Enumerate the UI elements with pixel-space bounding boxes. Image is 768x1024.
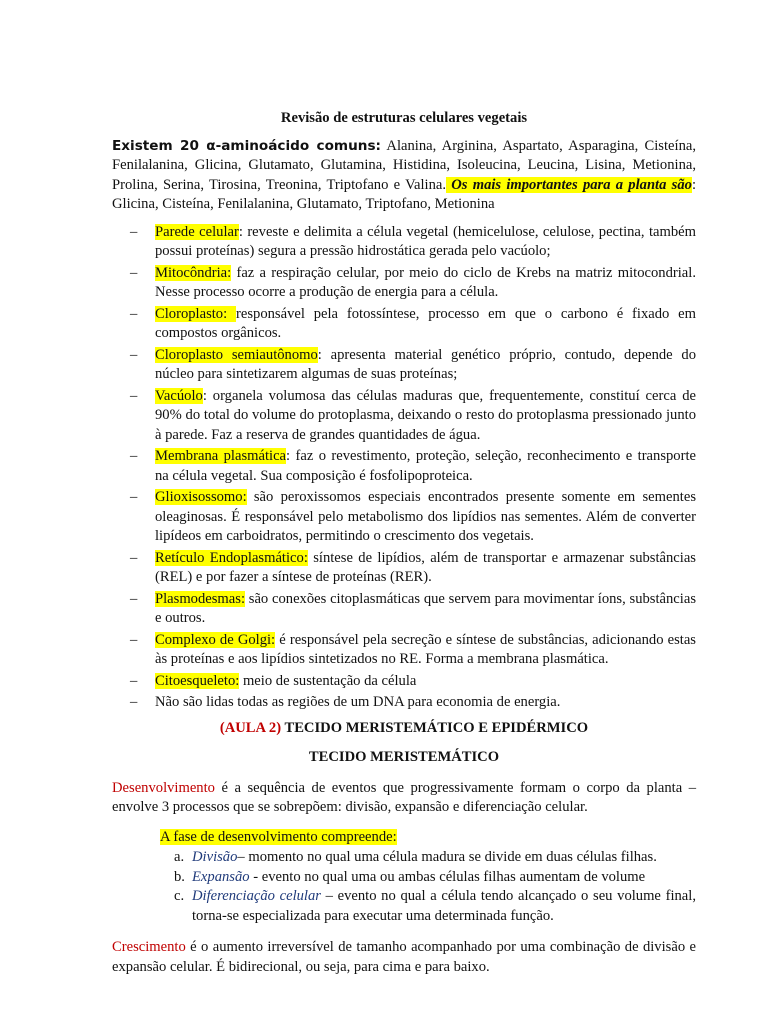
list-item bbox=[112, 848, 696, 868]
item-term: Citoesqueleto: bbox=[155, 672, 240, 689]
phase-term: Divisão bbox=[192, 849, 238, 865]
list-item bbox=[112, 631, 696, 670]
growth-paragraph bbox=[112, 938, 696, 977]
amino-acids-paragraph bbox=[112, 137, 696, 215]
dash-bullet: – bbox=[130, 489, 138, 505]
phase-term: Expansão bbox=[192, 868, 250, 885]
list-item bbox=[112, 693, 696, 713]
list-item bbox=[112, 549, 696, 588]
growth-text: é o aumento irreversível de tamanho acompanhado por uma combinação de divisão e expansão celular. É bidirecional, ou seja, para cima e para baixo. bbox=[112, 939, 696, 975]
item-text: é responsável pela secreção e síntese de substâncias, adicionando estas às proteínas e aos lipídios sintetizados no RE. Forma a membrana plasmática. bbox=[155, 631, 696, 667]
phase-text: – evento no qual a célula tendo alcançado o seu volume final, torna-se especializada para executar uma determinada função. bbox=[192, 888, 696, 924]
list-marker: c. bbox=[174, 888, 185, 904]
item-term: Complexo de Golgi: bbox=[155, 631, 276, 648]
dash-bullet: – bbox=[130, 631, 138, 648]
important-amino-acids-list: : Glicina, Cisteína, Fenilalanina, Glutamato, Triptofano, Metionina bbox=[112, 176, 696, 212]
dash-bullet: – bbox=[130, 549, 138, 566]
dash-bullet: – bbox=[130, 694, 138, 710]
item-term: Mitocôndria: bbox=[155, 264, 232, 281]
document-title: Revisão de estruturas celulares vegetais bbox=[280, 110, 528, 126]
list-item bbox=[112, 590, 696, 629]
phase-text: - evento no qual uma ou ambas células filhas aumentam de volume bbox=[249, 868, 646, 885]
section-heading: TECIDO MERISTEMÁTICO bbox=[308, 749, 500, 765]
item-text: : faz o revestimento, proteção, seleção, reconhecimento e transporte na célula vegetal. Sua composição é fosfolipoproteica. bbox=[155, 448, 696, 484]
item-text: : reveste e delimita a célula vegetal (hemicelulose, celulose, pectina, também possui proteínas) segura a pressão hidrostática gerada pelo vacúolo; bbox=[155, 223, 696, 259]
list-item bbox=[112, 223, 696, 262]
lesson-title: TECIDO MERISTEMÁTICO E EPIDÉRMICO bbox=[281, 719, 589, 736]
item-text: : organela volumosa das células maduras que, frequentemente, constituí cerca de 90% do total do volume do protoplasma, deixando o resto do protoplasma pressionado junto à parede. Faz a reserva de grandes quantidades de água. bbox=[155, 387, 696, 443]
item-term: Parede celular bbox=[155, 223, 239, 240]
dash-bullet: – bbox=[130, 223, 138, 240]
dash-bullet: – bbox=[130, 387, 138, 404]
list-item bbox=[112, 488, 696, 547]
phases-list bbox=[112, 848, 696, 926]
amino-acids-list: Alanina, Arginina, Aspartato, Asparagina, Cisteína, Fenilalanina, Glicina, Glutamato, Glutamina, Histidina, Isoleucina, Leucina, Lisina, Metionina, Prolina, Serina, Tirosina, Treonina, Triptofano e Valina. bbox=[112, 137, 697, 193]
dash-bullet: – bbox=[130, 305, 138, 322]
item-term: Vacúolo bbox=[155, 387, 203, 404]
list-item bbox=[112, 346, 696, 385]
list-item bbox=[112, 868, 696, 888]
item-text: síntese de lipídios, além de transportar e armazenar substâncias (REL) e por fazer a síntese de proteínas (RER). bbox=[155, 549, 696, 585]
dash-bullet: – bbox=[130, 448, 138, 464]
item-text: : apresenta material genético próprio, contudo, depende do núcleo para sintetizarem algumas de suas proteínas; bbox=[155, 346, 696, 382]
dash-bullet: – bbox=[130, 590, 138, 607]
item-term: Plasmodesmas: bbox=[155, 590, 245, 607]
item-term: Cloroplasto: bbox=[155, 305, 236, 322]
dash-bullet: – bbox=[130, 672, 138, 689]
item-term: Membrana plasmática bbox=[155, 448, 287, 464]
list-item bbox=[112, 305, 696, 344]
phases-label bbox=[160, 828, 696, 848]
list-item bbox=[112, 887, 696, 926]
list-item bbox=[112, 387, 696, 446]
list-marker: b. bbox=[174, 868, 185, 885]
item-text: meio de sustentação da célula bbox=[239, 672, 417, 689]
item-text: Não são lidas todas as regiões de um DNA para economia de energia. bbox=[155, 694, 561, 710]
cell-structures-list bbox=[112, 223, 696, 713]
dash-bullet: – bbox=[130, 346, 138, 363]
growth-term: Crescimento bbox=[112, 939, 186, 955]
item-text: faz a respiração celular, por meio do ciclo de Krebs na matriz mitocondrial. Nesse processo ocorre a produção de energia para a célula. bbox=[155, 264, 696, 300]
list-item bbox=[112, 447, 696, 486]
list-marker: a. bbox=[174, 849, 185, 865]
development-term: Desenvolvimento bbox=[112, 779, 215, 796]
item-text: responsável pela fotossíntese, processo em que o carbono é fixado em compostos orgânicos. bbox=[155, 305, 696, 341]
list-item bbox=[112, 672, 696, 692]
item-term: Retículo Endoplasmático: bbox=[155, 549, 308, 566]
list-item bbox=[112, 264, 696, 303]
item-term: Cloroplasto semiautônomo bbox=[155, 346, 318, 363]
development-paragraph bbox=[112, 779, 696, 818]
important-amino-acids-label: Os mais importantes para a planta são bbox=[446, 176, 692, 193]
lesson-heading bbox=[112, 719, 696, 739]
phase-text: – momento no qual uma célula madura se divide em duas células filhas. bbox=[237, 849, 657, 865]
development-text: é a sequência de eventos que progressivamente formam o corpo da planta – envolve 3 processos que se sobrepõem: divisão, expansão e diferenciação celular. bbox=[112, 779, 696, 815]
item-text: são conexões citoplasmáticas que servem para movimentar íons, substâncias e outros. bbox=[155, 590, 696, 626]
amino-acids-lead: Existem 20 α-aminoácido comuns: bbox=[112, 137, 381, 154]
dash-bullet: – bbox=[130, 264, 138, 281]
phases-label-text: A fase de desenvolvimento compreende: bbox=[160, 828, 397, 845]
item-term: Glioxisossomo: bbox=[155, 489, 247, 505]
phase-term: Diferenciação celular bbox=[192, 888, 321, 904]
lesson-number: (AULA 2) bbox=[219, 719, 282, 736]
item-text: são peroxissomos especiais encontrados presente somente em sementes oleaginosas. É responsável pelo metabolismo dos lipídios nas sementes. Além de converter lipídeos em carboidratos, permitindo o crescimento dos vegetais. bbox=[155, 489, 696, 544]
